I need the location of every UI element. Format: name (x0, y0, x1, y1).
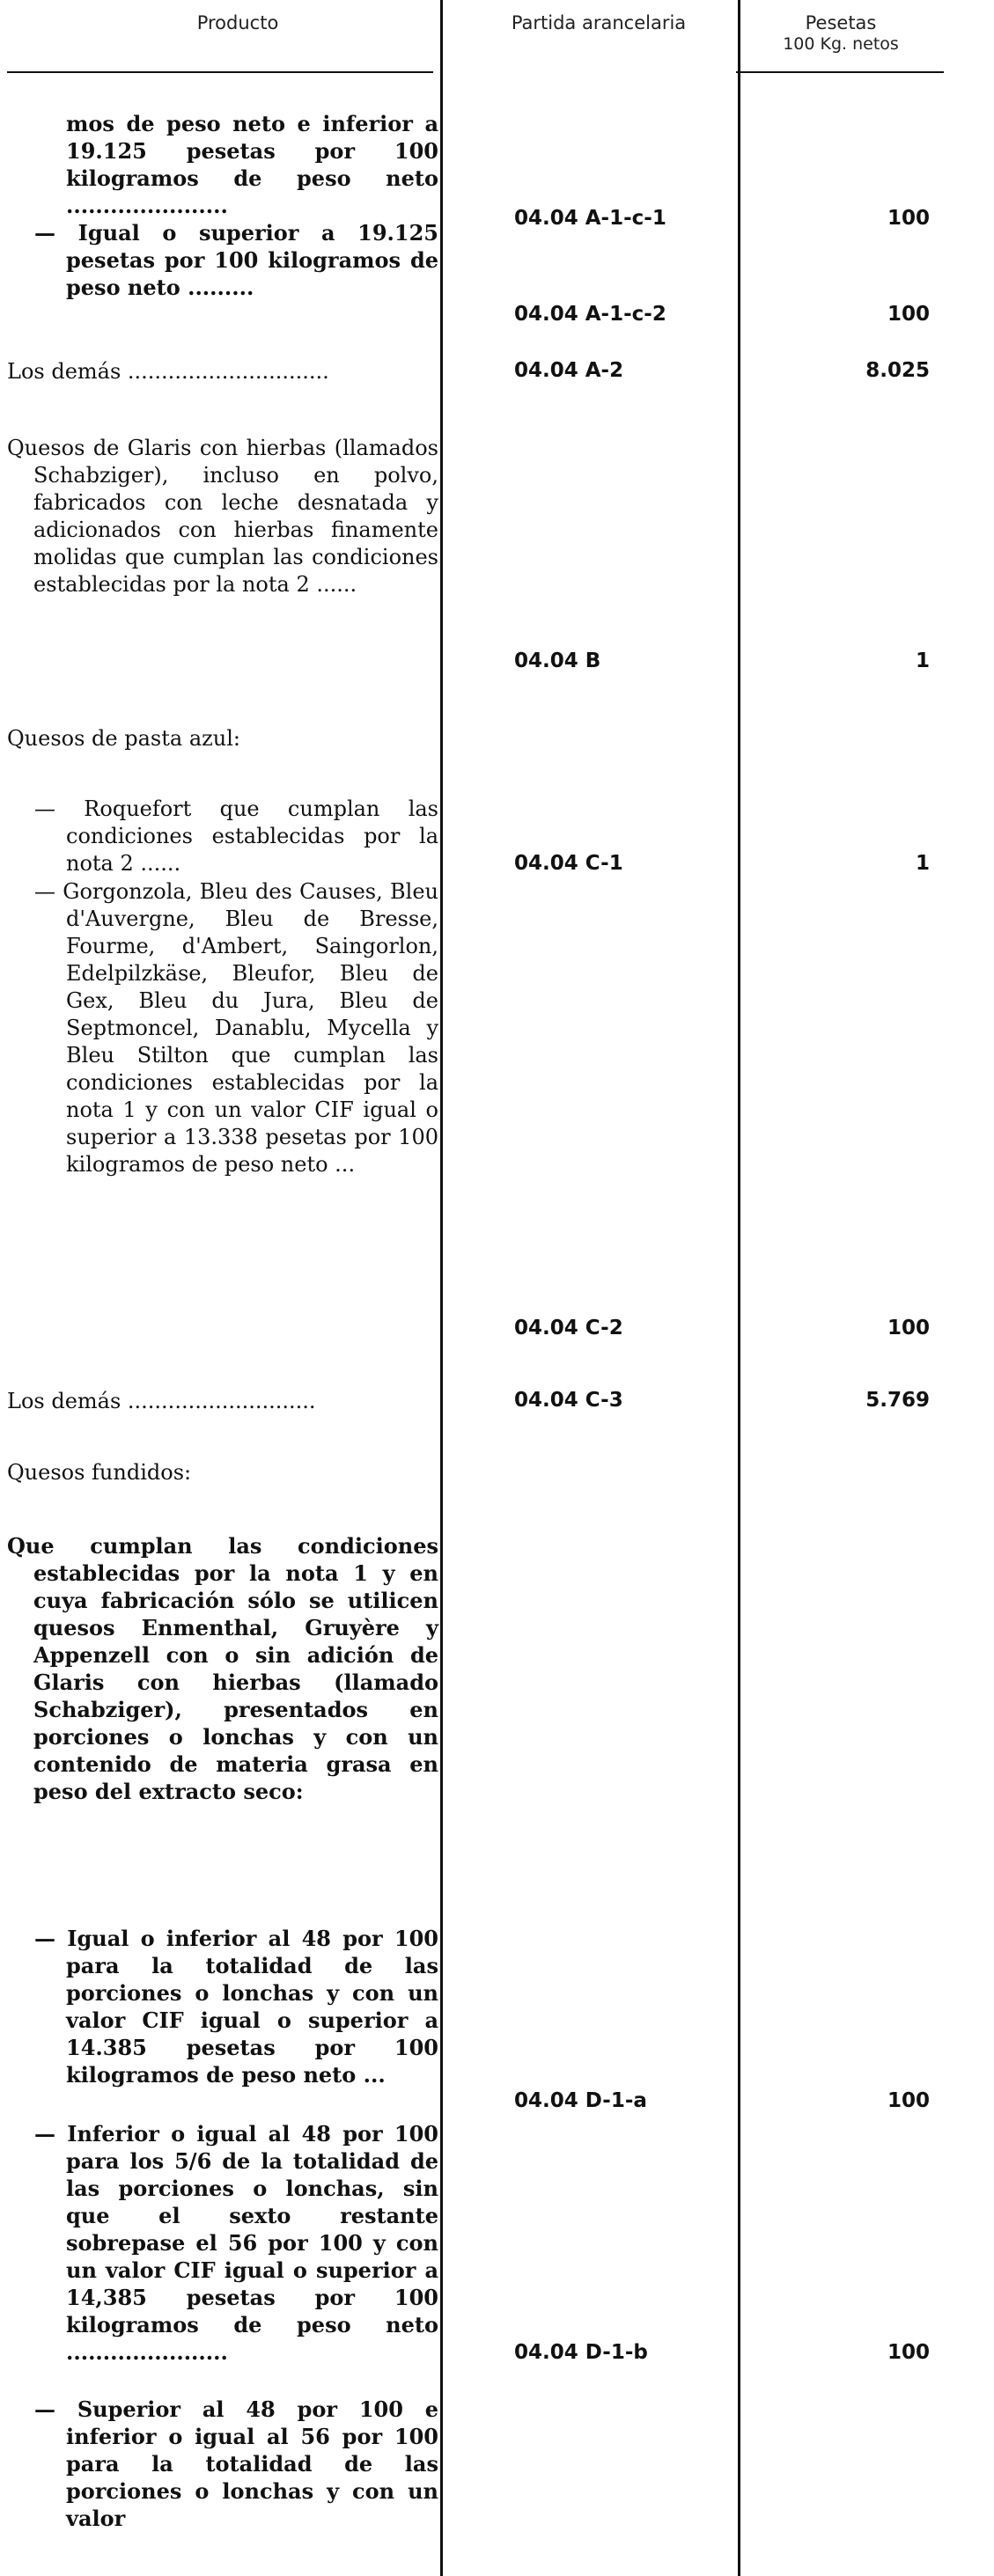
header-pesetas (748, 12, 933, 55)
row-text-3: Los demás .............................. (7, 359, 329, 384)
partida-9: 04.04 D-1-b (514, 2341, 648, 2364)
partida-4: 04.04 B (514, 650, 601, 672)
pesetas-8: 100 (887, 2089, 930, 2112)
row-text-6: — Roquefort que cumplan las condiciones establecidas por la nota 2 ...... (34, 796, 438, 876)
header-rule-right (736, 71, 944, 73)
row-text-7: — Gorgonzola, Bleu des Causes, Bleu d'Auvergne, Bleu de Bresse, Fourme, d'Ambert, Saingorlon, Edelpilzkäse, Bleufor, Bleu de Gex, Bleu du Jura, Bleu de Septmoncel, Danablu, Mycella y Bleu Stilton que cumplan las condiciones establecidas por la nota 1 y con un valor CIF igual o superior a 13.338 pesetas por 100 kilogramos de peso neto ... (34, 879, 438, 1177)
row-text-12: — Inferior o igual al 48 por 100 para los 5/6 de la totalidad de las porciones o lonchas, sin que el sexto restante sobrepase el 56 por 100 y con un valor CIF igual o superior a 14,385 pesetas por 100 kilogramos de peso neto ...................... (34, 2121, 438, 2365)
partida-8: 04.04 D-1-a (514, 2089, 647, 2112)
pesetas-2: 100 (887, 303, 930, 326)
header-producto: Producto (196, 12, 279, 33)
row-text-8: Los demás ............................ (7, 1389, 316, 1413)
pesetas-7: 5.769 (865, 1389, 930, 1412)
partida-6: 04.04 C-2 (514, 1317, 623, 1339)
row-text-2: — Igual o superior a 19.125 pesetas por 100 kilogramos de peso neto ......... (34, 220, 438, 300)
row-text-4: Quesos de Glaris con hierbas (llamados Schabziger), incluso en polvo, fabricados con leche desnatada y adicionados con hierbas finamente molidas que cumplan las condiciones establecidas por la nota 2 ...... (7, 436, 438, 597)
row-text-13: — Superior al 48 por 100 e inferior o igual al 56 por 100 para la totalidad de las porciones o lonchas y con un valor (34, 2396, 438, 2531)
partida-5: 04.04 C-1 (514, 852, 623, 875)
pesetas-3: 8.025 (865, 359, 930, 382)
partida-1: 04.04 A-1-c-1 (514, 207, 666, 230)
pesetas-6: 100 (887, 1317, 930, 1339)
header-rule-left (7, 71, 433, 73)
header-pesetas-line2: 100 Kg. netos (783, 34, 899, 54)
pesetas-1: 100 (887, 207, 930, 230)
partida-3: 04.04 A-2 (514, 359, 624, 382)
row-text-10: Que cumplan las condiciones establecidas por la nota 1 y en cuya fabricación sólo se utilicen quesos Enmenthal, Gruyère y Appenzell con o sin adición de Glaris con hierbas (llamado Schabziger), presentados en porciones o lonchas y con un contenido de materia grasa en peso del extracto seco: (7, 1533, 438, 1804)
partida-7: 04.04 C-3 (514, 1389, 623, 1412)
row-text-11: — Igual o inferior al 48 por 100 para la totalidad de las porciones o lonchas y con un valor CIF igual o superior a 14.385 pesetas por 100 kilogramos de peso neto ... (34, 1926, 438, 2088)
column-divider-2 (738, 0, 740, 2576)
row-text-1: mos de peso neto e inferior a 19.125 pesetas por 100 kilogramos de peso neto ...................... (66, 111, 438, 218)
column-divider-1 (440, 0, 443, 2576)
partida-2: 04.04 A-1-c-2 (514, 303, 666, 326)
pesetas-5: 1 (915, 852, 930, 875)
row-text-5: Quesos de pasta azul: (7, 726, 240, 751)
header-partida: Partida arancelaria (511, 12, 687, 33)
pesetas-9: 100 (887, 2341, 930, 2364)
header-pesetas-line1: Pesetas (805, 12, 877, 33)
pesetas-4: 1 (915, 650, 930, 672)
row-text-9: Quesos fundidos: (7, 1460, 192, 1485)
